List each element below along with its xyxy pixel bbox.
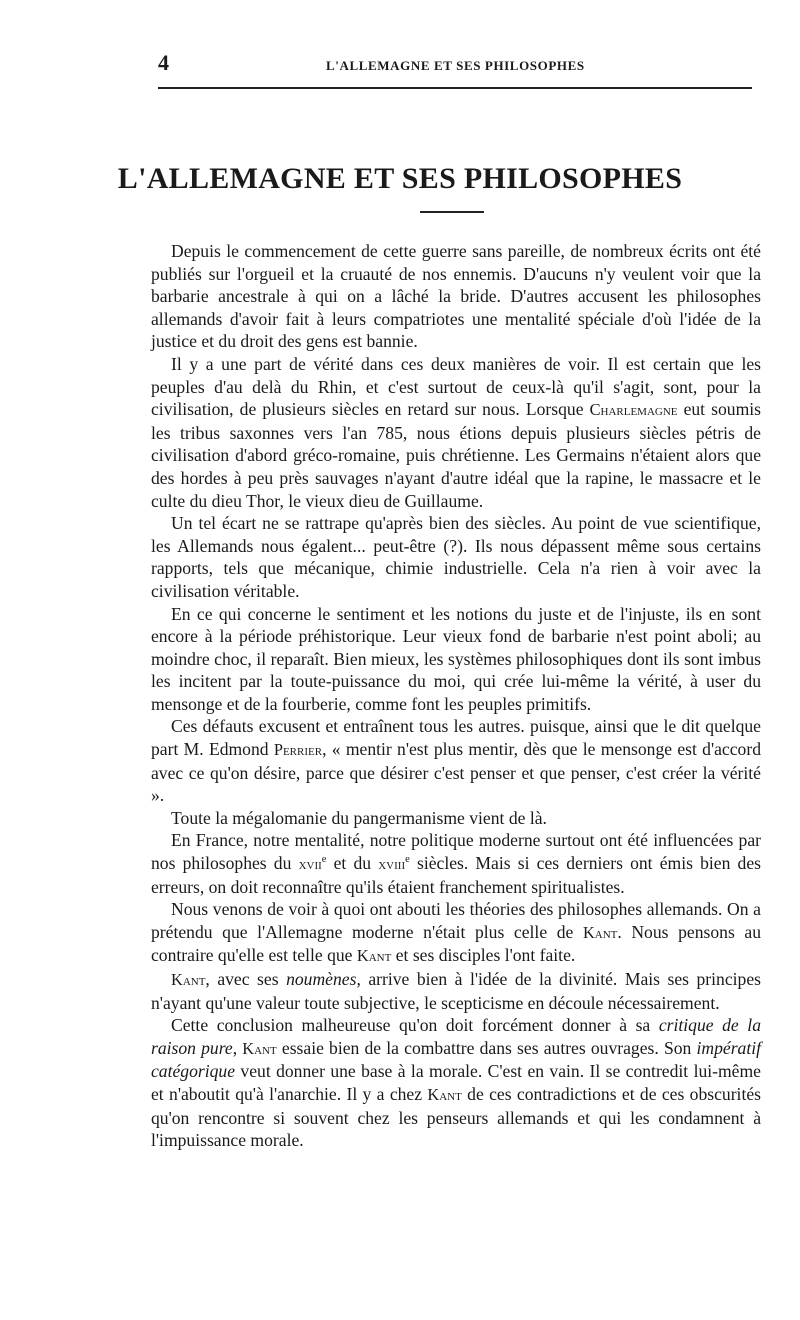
- paragraph-10-text-d: veut donner une base à la morale. C'est en vain. Il se contredit lui-même et n'aboutit qu'à l'anarchie. Il y a chez: [151, 1061, 761, 1104]
- paragraph-8-text: Nous venons de voir à quoi ont abouti les théories des philosophes allemands. On a prétendu que l'Allemagne moderne n'était plus celle de: [151, 899, 761, 942]
- person-name-kant: Kant: [242, 1038, 277, 1058]
- person-name-charlemagne: Charlemagne: [589, 400, 678, 420]
- person-name-kant: Kant: [427, 1084, 462, 1104]
- person-name-perrier: Perrier: [273, 740, 323, 760]
- paragraph-10-text-b: ,: [232, 1037, 243, 1058]
- paragraph-8-text-c: et ses disciples l'ont faite.: [391, 945, 576, 966]
- paragraph-9-text: , avec ses: [205, 969, 287, 989]
- paragraph-8: [151, 898, 761, 968]
- paragraph-7: [151, 829, 761, 898]
- person-name-kant: Kant: [582, 922, 618, 942]
- century-17-suffix: e: [321, 854, 327, 866]
- paragraph-4: En ce qui concerne le sentiment et les notions du juste et de l'injuste, ils en sont encore à la période préhistorique. Leur vieux fond de barbarie n'est point aboli; au moindre choc, il reparaît. Bien mieux, les systèmes philosophiques dont ils sont imbus les incitent par la toute-puissance du moi, qui crée lui-même la vérité, à user du mensonge et de la fourberie, comme font les peuples primitifs.: [151, 603, 761, 714]
- page-number: 4: [158, 50, 169, 75]
- paragraph-3: Un tel écart ne se rattrape qu'après bien des siècles. Au point de vue scientifique, les Allemands nous égalent... peut-être (?). Ils nous dépassent même sous certains rapports, tels que mécanique, chimie industrielle. Cela n'a rien à voir avec la civilisation véritable.: [151, 513, 761, 601]
- paragraph-10-text-c: essaie bien de la combattre dans ses autres ouvrages. Son: [276, 1037, 697, 1058]
- paragraph-7-text-b: siècles. Mais si ces derniers ont émis bien des erreurs, on doit reconnaître qu'ils étaient franchement spiritualistes.: [151, 853, 761, 897]
- term-noumenes: noumènes: [286, 969, 357, 989]
- paragraph-10-text-e: de ces contradictions et de ces obscurités qu'on rencontre si souvent chez les penseurs allemands et qui les condamnent à l'impuissance morale.: [151, 1083, 761, 1151]
- chapter-title: L'ALLEMAGNE ET SES PHILOSOPHES: [117, 162, 683, 196]
- paragraph-2-text-b: eut soumis les tribus saxonnes vers l'an 785, nous étions depuis plusieurs siècles pétris de civilisation d'abord gréco-romaine, puis chrétienne. Les Germains n'étaient alors que des hordes à peu près sauvages n'ayant d'autre idéal que la rapine, le massacre et le culte du dieu Thor, le vieux dieu de Guillaume.: [151, 399, 761, 511]
- running-title: L'ALLEMAGNE ET SES PHILOSOPHES: [326, 58, 585, 73]
- paragraph-1: Depuis le commencement de cette guerre sans pareille, de nombreux écrits ont été publiés sur l'orgueil et la cruauté de nos ennemis. D'aucuns n'y veulent voir que la barbarie ancestrale à qui on a lâché la bride. D'autres accusent les philosophes allemands d'avoir fait à leurs compatriotes une mentalité spéciale d'où l'idée de la justice et du droit des gens est bannie.: [151, 241, 761, 352]
- paragraph-5: [151, 715, 761, 806]
- running-head: [158, 50, 752, 80]
- person-name-kant: Kant: [356, 946, 392, 966]
- century-18: xviii: [378, 854, 406, 874]
- header-rule: [158, 87, 752, 89]
- paragraph-7-mid: et du: [326, 853, 379, 874]
- title-rule: [420, 211, 484, 213]
- century-17: xvii: [298, 854, 322, 874]
- paragraph-8-text-b: . Nous pensons au contraire qu'elle est telle que: [151, 921, 761, 966]
- paragraph-7-text: En France, notre mentalité, notre politique moderne surtout ont été influencées par nos philosophes du: [151, 830, 761, 874]
- term-imperatif: impératif catégorique: [151, 1037, 762, 1082]
- paragraph-6: Toute la mégalomanie du pangermanisme vient de là.: [171, 807, 547, 828]
- paragraph-10: [151, 1014, 761, 1152]
- paragraph-9: [151, 968, 761, 1014]
- paragraph-2: [151, 353, 761, 512]
- person-name-kant: Kant: [171, 970, 206, 989]
- paragraph-9-text-b: , arrive bien à l'idée de la divinité. Mais ses principes n'ayant qu'une valeur toute subjective, le scepticisme en découle nécessairement.: [151, 969, 762, 1013]
- century-18-suffix: e: [405, 854, 410, 866]
- work-title-critique: critique de la raison pure: [151, 1015, 761, 1058]
- paragraph-10-text: Cette conclusion malheureuse qu'on doit forcément donner à sa: [171, 1015, 659, 1036]
- paragraph-2-text: Il y a une part de vérité dans ces deux manières de voir. Il est certain que les peuples d'au delà du Rhin, et c'est surtout de ceux-là qu'il s'agit, sont, pour la civilisation, de plusieurs siècles en retard sur nous. Lorsque: [151, 353, 761, 420]
- paragraph-5-text-b: , « mentir n'est plus mentir, dès que le mensonge est d'accord avec ce qu'on désire, parce que désirer c'est penser et que penser, c'est créer la vérité ».: [151, 739, 761, 806]
- body-text: [151, 240, 761, 1152]
- paragraph-5-text: Ces défauts excusent et entraînent tous les autres. puisque, ainsi que le dit quelque part M. Edmond: [151, 716, 761, 760]
